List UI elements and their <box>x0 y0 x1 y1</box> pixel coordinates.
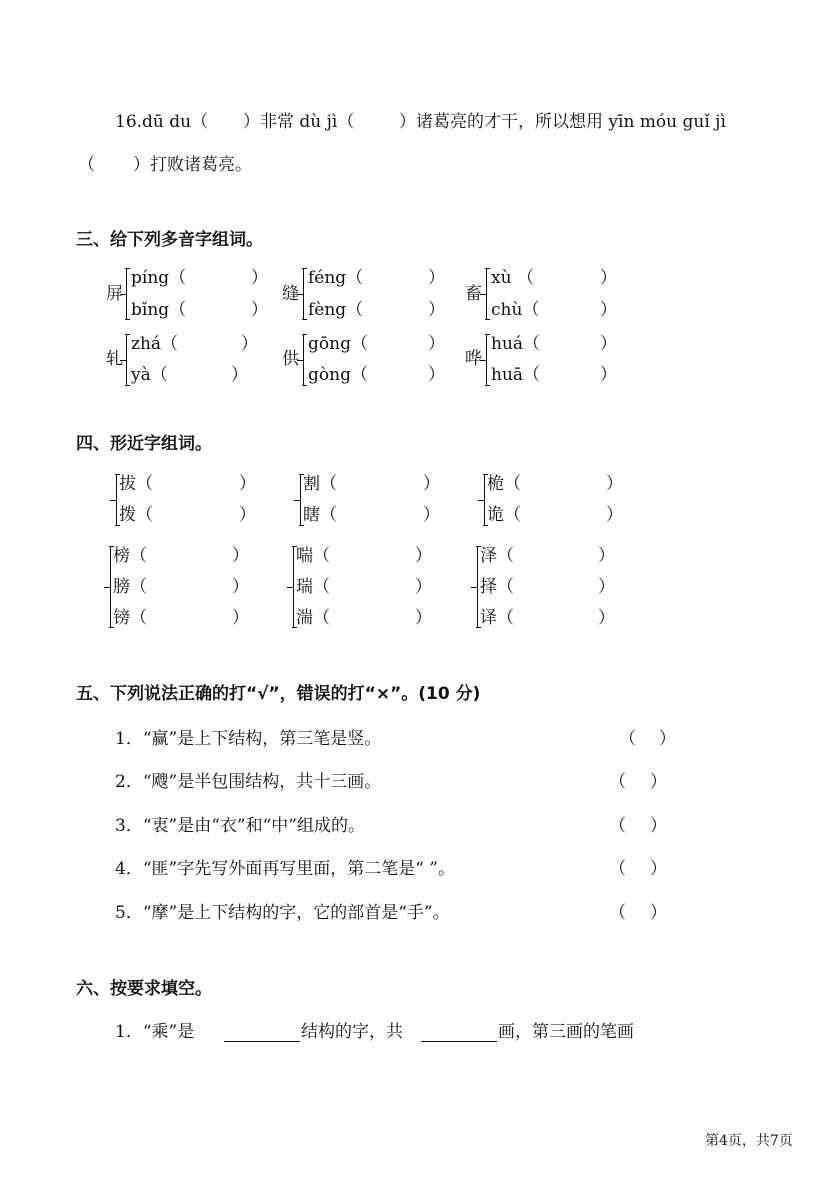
q16-line2-part1: （ <box>78 155 95 175</box>
similar-char: 译（ <box>480 608 514 628</box>
polyphone-char: 轧 <box>106 349 123 369</box>
close-paren: ） <box>415 546 432 566</box>
close-paren: ） <box>239 474 256 494</box>
close-paren: ） <box>600 268 617 288</box>
statement-item: 5．“摩”是上下结构的字，它的部首是“手”。 <box>115 903 450 923</box>
close-paren: ） <box>231 365 248 385</box>
close-paren: ） <box>650 816 667 836</box>
close-paren: ） <box>423 505 440 525</box>
brace <box>303 268 304 320</box>
open-paren: （ <box>609 772 626 792</box>
similar-char: 膀（ <box>113 577 147 597</box>
similar-char: 诡（ <box>487 505 521 525</box>
open-paren: （ <box>609 903 626 923</box>
answer-blank[interactable] <box>224 1024 300 1042</box>
q16-part1: 16.dū du（ <box>115 112 209 132</box>
similar-char: 瞎（ <box>303 505 337 525</box>
brace <box>126 334 127 386</box>
reading-label: fèng（ <box>308 300 364 320</box>
close-paren: ） <box>415 577 432 597</box>
close-paren: ） <box>598 546 615 566</box>
close-paren: ） <box>600 365 617 385</box>
section3-title: 三、给下列多音字组词。 <box>76 230 263 250</box>
q16-line2-part2: ）打败诸葛亮。 <box>133 155 252 175</box>
close-paren: ） <box>600 300 617 320</box>
close-paren: ） <box>600 334 617 354</box>
similar-char: 湍（ <box>296 608 330 628</box>
close-paren: ） <box>650 903 667 923</box>
reading-label: zhá（ <box>131 334 179 354</box>
polyphone-char: 屏 <box>106 284 123 304</box>
polyphone-char: 缝 <box>282 284 299 304</box>
close-paren: ） <box>232 577 249 597</box>
fill-item-part3: 画，第三画的笔画 <box>498 1022 634 1042</box>
statement-item: 1．“赢”是上下结构，第三笔是竖。 <box>115 729 382 749</box>
open-paren: （ <box>619 729 636 749</box>
similar-char: 榜（ <box>113 546 147 566</box>
fill-item-part2: 结构的字，共 <box>301 1022 403 1042</box>
similar-char: 择（ <box>480 577 514 597</box>
reading-label: gōng（ <box>308 334 368 354</box>
close-paren: ） <box>659 729 676 749</box>
close-paren: ） <box>415 608 432 628</box>
reading-label: chù（ <box>491 300 540 320</box>
reading-label: gòng（ <box>308 365 368 385</box>
open-paren: （ <box>609 859 626 879</box>
similar-char: 桅（ <box>487 474 521 494</box>
close-paren: ） <box>428 365 445 385</box>
brace <box>477 546 478 628</box>
similar-char: 喘（ <box>296 546 330 566</box>
close-paren: ） <box>650 859 667 879</box>
section6-title: 六、按要求填空。 <box>76 979 212 999</box>
close-paren: ） <box>428 300 445 320</box>
answer-blank[interactable] <box>421 1024 497 1042</box>
close-paren: ） <box>650 772 667 792</box>
statement-item: 2．“飕”是半包围结构，共十三画。 <box>115 772 382 792</box>
close-paren: ） <box>251 300 268 320</box>
similar-char: 拔（ <box>119 474 153 494</box>
close-paren: ） <box>598 577 615 597</box>
reading-label: xù （ <box>491 268 534 288</box>
polyphone-char: 哗 <box>465 349 482 369</box>
similar-char: 拨（ <box>119 505 153 525</box>
similar-char: 瑞（ <box>296 577 330 597</box>
reading-label: féng（ <box>308 268 364 288</box>
statement-item: 4．“匪”字先写外面再写里面，第二笔是“ ”。 <box>115 859 455 879</box>
close-paren: ） <box>428 334 445 354</box>
reading-label: píng（ <box>131 268 187 288</box>
close-paren: ） <box>606 505 623 525</box>
close-paren: ） <box>423 474 440 494</box>
polyphone-char: 供 <box>282 349 299 369</box>
fill-item-part1: 1．“乘”是 <box>115 1022 195 1042</box>
q16-part2: ）非常 dù jì（ <box>243 112 355 132</box>
polyphone-char: 畜 <box>465 284 482 304</box>
brace <box>484 474 485 526</box>
section4-title: 四、形近字组词。 <box>76 434 212 454</box>
similar-char: 泽（ <box>480 546 514 566</box>
close-paren: ） <box>606 474 623 494</box>
reading-label: yà（ <box>131 365 168 385</box>
brace <box>300 474 301 526</box>
close-paren: ） <box>239 505 256 525</box>
close-paren: ） <box>251 268 268 288</box>
similar-char: 镑（ <box>113 608 147 628</box>
brace <box>116 474 117 526</box>
q16-part3: ）诸葛亮的才干，所以想用 yīn móu guǐ jì <box>399 112 726 132</box>
brace <box>293 546 294 628</box>
close-paren: ） <box>241 334 258 354</box>
close-paren: ） <box>598 608 615 628</box>
brace <box>110 546 111 628</box>
brace <box>486 334 487 386</box>
brace <box>486 268 487 320</box>
reading-label: huā（ <box>491 365 541 385</box>
similar-char: 割（ <box>303 474 337 494</box>
open-paren: （ <box>609 816 626 836</box>
reading-label: huá（ <box>491 334 541 354</box>
page-footer: 第4页，共7页 <box>705 1133 793 1149</box>
close-paren: ） <box>232 546 249 566</box>
close-paren: ） <box>428 268 445 288</box>
section5-title: 五、下列说法正确的打“√”，错误的打“×”。(10 分) <box>76 684 481 704</box>
statement-item: 3．“衷”是由“衣”和“中”组成的。 <box>115 816 365 836</box>
brace <box>126 268 127 320</box>
close-paren: ） <box>232 608 249 628</box>
brace <box>303 334 304 386</box>
reading-label: bǐng（ <box>131 300 187 320</box>
